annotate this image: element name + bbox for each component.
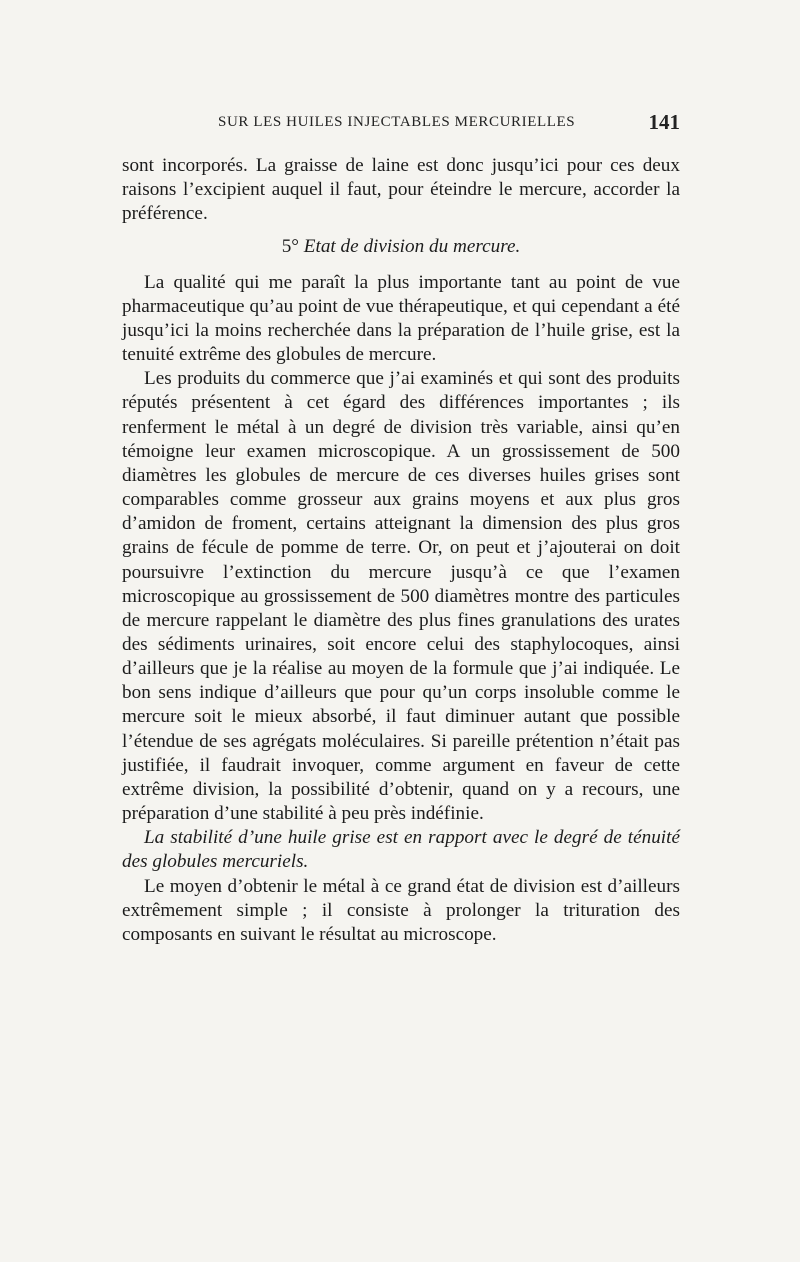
section-number: 5°	[281, 236, 299, 258]
page-number: 141	[648, 110, 680, 134]
paragraph-5: Le moyen d’obtenir le métal à ce grand état de division est d’ailleurs extrêmement simple ; il consiste à prolonger la trituration des composants en suivant le résultat au microscope.	[122, 875, 680, 945]
running-title: SUR LES HUILES INJECTABLES MERCURIELLES	[218, 114, 576, 130]
paragraph-3: Les produits du commerce que j’ai examinés et qui sont des produits réputés présentent à cet égard des différences importantes ; ils renferment le métal à un degré de division très variable, ainsi qu’en témoigne leur examen microscopique. A un grossissement de 500 diamètres les globules de mercure de ces diverses huiles grises sont comparables comme grosseur aux grains moyens et aux plus gros d’amidon de froment, certains atteignant la dimension des plus gros grains de fécule de pomme de terre. Or, on peut et j’ajouterai on doit poursuivre l’extinction du mercure jusqu’à ce que l’examen microscopique au grossissement de 500 diamètres montre des particules de mercure rappelant le diamètre des plus fines granulations des urates des sédiments urinaires, soit encore celui des staphylocoques, ainsi d’ailleurs que je la réalise au moyen de la formule que j’ai indiquée. Le bon sens indique d’ailleurs que pour qu’un corps insoluble comme le mercure soit le mieux absorbé, il faut diminuer autant que possible l’étendue de ses agrégats moléculaires. Si pareille prétention n’était pas justifiée, il faudrait invoquer, comme argument en faveur de cette extrême division, la possibilité d’obtenir, quand on y a recours, une préparation d’une stabilité à peu près indéfinie.	[122, 368, 680, 825]
paragraph-2: La qualité qui me paraît la plus importante tant au point de vue pharmaceutique qu’au point de vue thérapeutique, et qui cependant a été jusqu’ici la moins recherchée dans la préparation de l’huile grise, est la tenuité extrême des globules de mercure.	[122, 271, 680, 366]
paragraph-4-italic: La stabilité d’une huile grise est en rapport avec le degré de ténuité des globules mercuriels.	[122, 827, 680, 873]
section-heading	[122, 235, 680, 259]
running-head	[122, 110, 680, 138]
section-title: Etat de division du mercure.	[303, 236, 521, 258]
body-text	[122, 154, 680, 947]
paragraph-1: sont incorporés. La graisse de laine est donc jusqu’ici pour ces deux raisons l’excipient auquel il faut, pour éteindre le mercure, accorder la préférence.	[122, 155, 680, 225]
